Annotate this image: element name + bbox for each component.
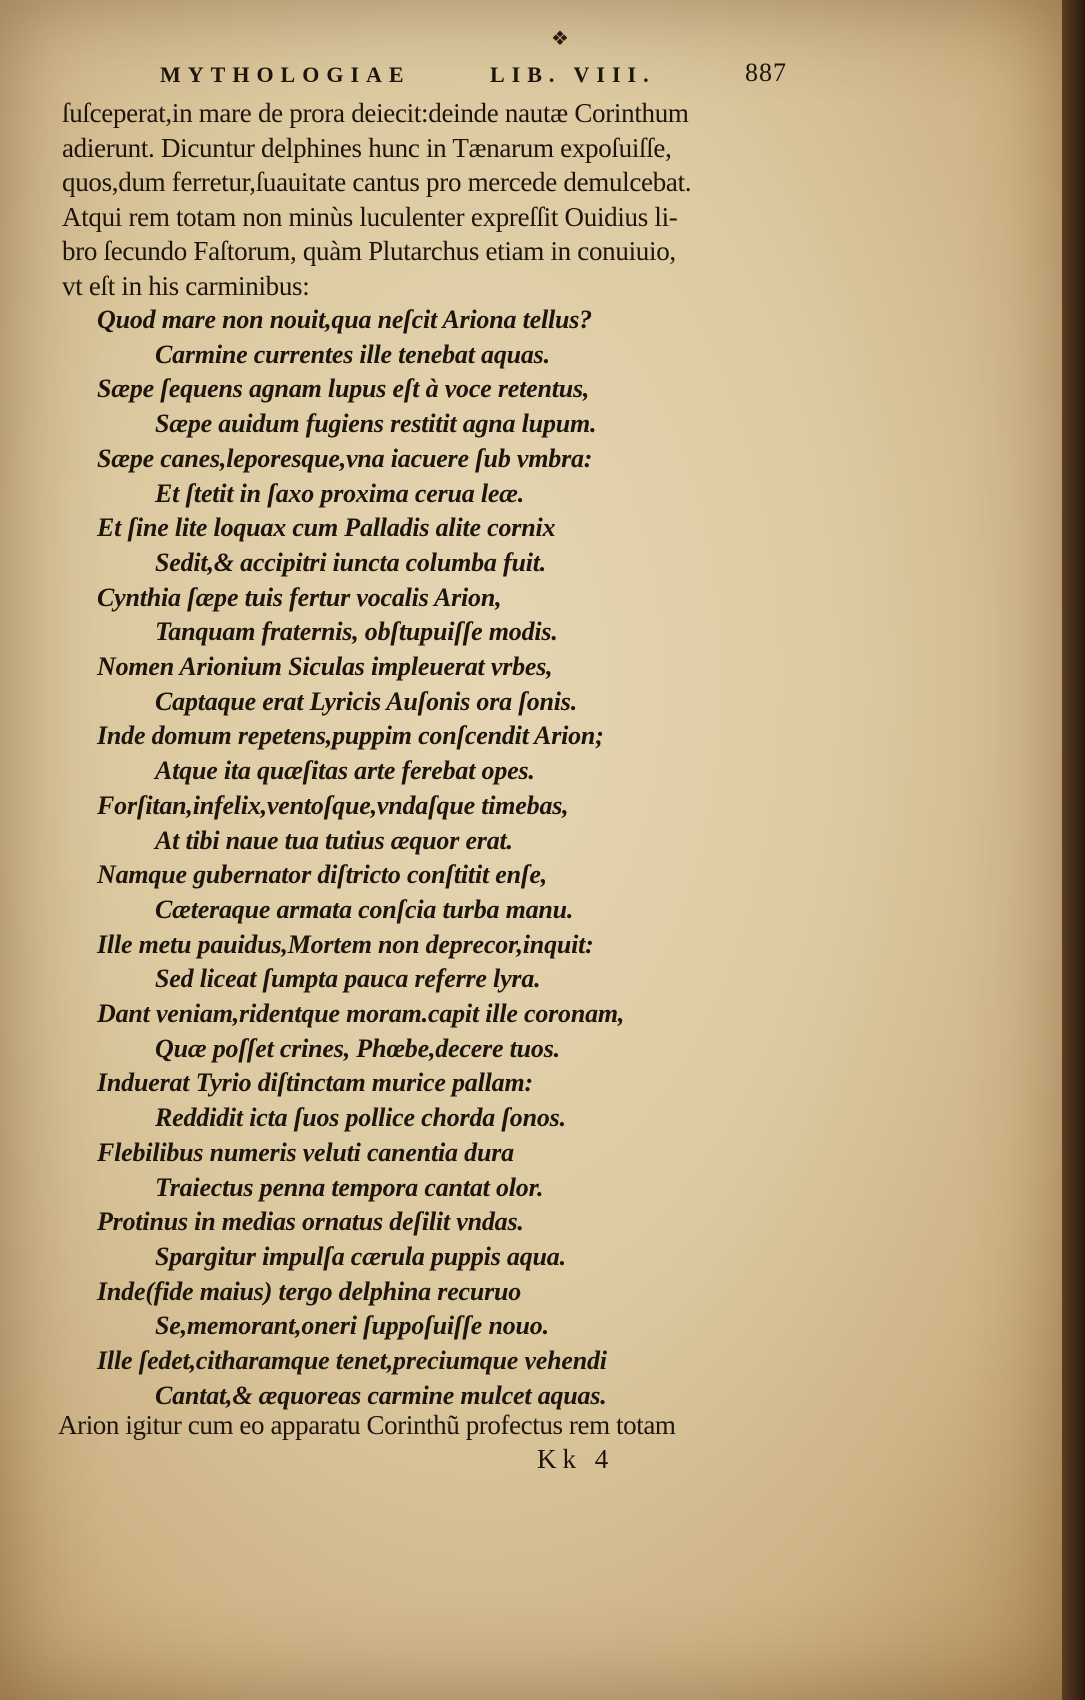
verse-pentameter: Cantat,& æquoreas carmine mulcet aquas. xyxy=(155,1380,607,1410)
body-text xyxy=(62,96,802,1414)
ornament-mark: ❖ xyxy=(551,28,569,50)
verse-pentameter: Sed liceat ſumpta pauca referre lyra. xyxy=(155,964,541,994)
verse-hexameter: Sæpe canes,leporesque,vna iacuere ſub vmbra: xyxy=(97,443,593,473)
prose-line: quos,dum ferretur,ſuauitate cantus pro mercede demulcebat. xyxy=(62,167,692,197)
verse-pentameter: At tibi naue tua tutius æquor erat. xyxy=(155,825,513,855)
verse-hexameter: Dant veniam,ridentque moram.capit ille coronam, xyxy=(97,999,625,1029)
verse-hexameter: Nomen Arionium Siculas impleuerat vrbes, xyxy=(97,652,553,682)
closing-prose-line: Arion igitur cum eo apparatu Corinthũ profectus rem totam xyxy=(58,1410,676,1440)
running-head-book: LIB. VIII. xyxy=(490,62,656,87)
verse-hexameter: Ille metu pauidus,Mortem non deprecor,inquit: xyxy=(97,929,594,959)
verse-hexameter: Quod mare non nouit,qua neſcit Ariona tellus? xyxy=(97,305,592,334)
verse-pentameter: Quæ poſſet crines, Phœbe,decere tuos. xyxy=(155,1033,560,1063)
book-spine-edge xyxy=(1062,0,1085,1700)
verse-hexameter: Induerat Tyrio diſtinctam murice pallam: xyxy=(97,1068,533,1098)
running-head xyxy=(160,58,800,92)
page-number: 887 xyxy=(745,58,787,87)
scan-stamp: · · · · · xyxy=(6,4,31,14)
verse-hexameter: Protinus in medias ornatus deſilit vndas. xyxy=(97,1207,524,1237)
verse-pentameter: Carmine currentes ille tenebat aquas. xyxy=(155,339,550,369)
running-head-title: MYTHOLOGIAE xyxy=(160,62,411,87)
verse-pentameter: Tanquam fraternis, obſtupuiſſe modis. xyxy=(155,617,558,647)
verse-hexameter: Namque gubernator diſtricto conſtitit enſe, xyxy=(97,860,548,890)
verse-pentameter: Se,memorant,oneri ſuppoſuiſſe nouo. xyxy=(155,1311,549,1341)
verse-pentameter: Atque ita quæſitas arte ferebat opes. xyxy=(155,756,535,786)
verse-hexameter: Et ſine lite loquax cum Palladis alite cornix xyxy=(97,513,556,543)
verse-pentameter: Captaque erat Lyricis Auſonis ora ſonis. xyxy=(155,686,578,716)
signature-mark: Kk 4 xyxy=(537,1444,615,1474)
verse-hexameter: Flebilibus numeris veluti canentia dura xyxy=(97,1137,514,1167)
prose-line: adierunt. Dicuntur delphines hunc in Tænarum expoſuiſſe, xyxy=(62,132,672,163)
verse-hexameter: Inde(fide maius) tergo delphina recuruo xyxy=(97,1276,522,1306)
verse-hexameter: Cynthia ſæpe tuis fertur vocalis Arion, xyxy=(97,582,502,612)
prose-line: vt eſt in his carminibus: xyxy=(62,270,310,301)
prose-line: ſuſceperat,in mare de prora deiecit:deinde nautæ Corinthum xyxy=(62,98,689,128)
verse-pentameter: Traiectus penna tempora cantat olor. xyxy=(155,1172,544,1202)
verse-hexameter: Ille ſedet,citharamque tenet,preciumque vehendi xyxy=(97,1346,607,1376)
prose-line: bro ſecundo Faſtorum, quàm Plutarchus etiam in conuiuio, xyxy=(62,236,676,266)
verse-pentameter: Cæteraque armata conſcia turba manu. xyxy=(155,894,574,924)
verse-hexameter: Forſitan,infelix,ventoſque,vndaſque timebas, xyxy=(97,790,569,820)
verse-pentameter: Sæpe auidum fugiens restitit agna lupum. xyxy=(155,409,597,439)
verse-hexameter: Sæpe ſequens agnam lupus eſt à voce retentus, xyxy=(97,374,590,404)
prose-line: Atqui rem totam non minùs luculenter expreſſit Ouidius li- xyxy=(62,201,678,232)
verse-pentameter: Reddidit icta ſuos pollice chorda ſonos. xyxy=(155,1103,566,1133)
verse-pentameter: Et ſtetit in ſaxo proxima cerua leæ. xyxy=(155,478,525,508)
verse-pentameter: Spargitur impulſa cærula puppis aqua. xyxy=(155,1241,566,1271)
verse-pentameter: Sedit,& accipitri iuncta columba fuit. xyxy=(155,547,547,577)
verse-hexameter: Inde domum repetens,puppim conſcendit Arion; xyxy=(97,721,604,751)
